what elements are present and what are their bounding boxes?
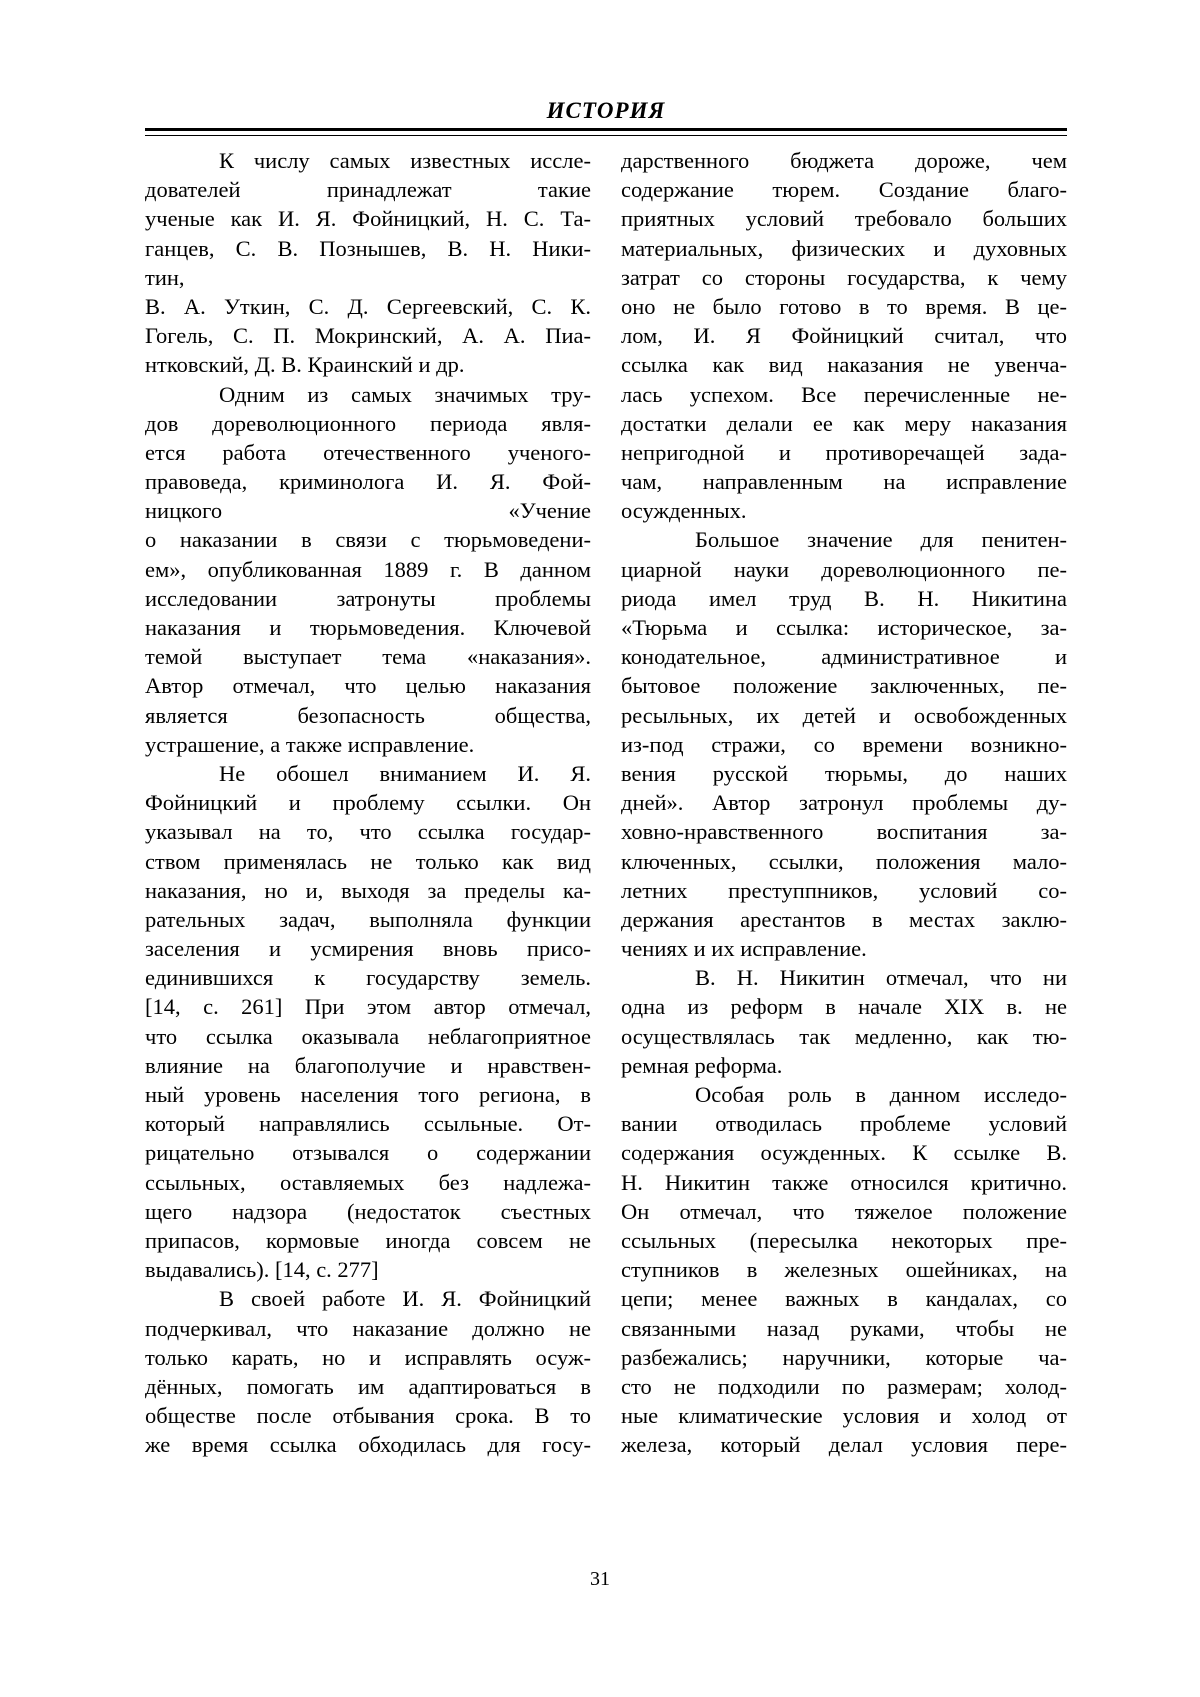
- text-line: железа, который делал условия пере-: [621, 1432, 1067, 1458]
- text-line: В. А. Уткин, С. Д. Сергеевский, С. К.: [145, 293, 591, 319]
- text-line: риода имел труд В. Н. Никитина: [621, 585, 1067, 611]
- text-line: щего надзора (недостаток съестных: [145, 1198, 591, 1224]
- text-line: указывал на то, что ссылка государ-: [145, 819, 591, 845]
- text-line: обществе после отбывания срока. В то: [145, 1403, 591, 1429]
- text-line: материальных, физических и духовных: [621, 235, 1067, 261]
- text-line: ступников в железных ошейниках, на: [621, 1257, 1067, 1283]
- text-line: ученые как И. Я. Фойницкий, Н. С. Та-: [145, 206, 591, 232]
- text-line: Гогель, С. П. Мокринский, А. А. Пиа-: [145, 323, 591, 349]
- text-line: ется работа отечественного ученого-: [145, 439, 591, 465]
- text-line: одна из реформ в начале XIX в. не: [621, 994, 1067, 1020]
- text-line: цепи; менее важных в кандалах, со: [621, 1286, 1067, 1312]
- text-line: летних преступпников, условий со-: [621, 877, 1067, 903]
- text-line: держания арестантов в местах заклю-: [621, 906, 1067, 932]
- text-line: ный уровень населения того региона, в: [145, 1082, 591, 1107]
- header-rule-thick: [145, 128, 1067, 131]
- text-line: из-под стражи, со времени возникно-: [621, 731, 1067, 757]
- text-line: дней». Автор затронул проблемы ду-: [621, 790, 1067, 816]
- text-line: Большое значение для пенитен-: [695, 527, 1067, 553]
- text-line: ховно-нравственного воспитания за-: [621, 819, 1067, 845]
- text-line: который направлялись ссыльные. От-: [145, 1111, 591, 1137]
- text-line: нтковский, Д. В. Краинский и др.: [145, 352, 465, 378]
- text-line: содержания осужденных. К ссылке В.: [621, 1140, 1067, 1166]
- text-line: бытовое положение заключенных, пе-: [621, 673, 1067, 699]
- page-number: 31: [590, 1568, 610, 1590]
- text-line: ссыльных, оставляемых без надлежа-: [145, 1169, 591, 1195]
- right-text-column: [621, 146, 1067, 1459]
- text-line: припасов, кормовые иногда совсем не: [145, 1227, 591, 1253]
- running-header: ИСТОРИЯ: [546, 98, 666, 123]
- text-line: В. Н. Никитин отмечал, что ни: [695, 965, 1067, 991]
- text-line: Н. Никитин также относился критично.: [621, 1169, 1067, 1195]
- text-line: ством применялась не только как вид: [145, 848, 591, 874]
- text-line: циарной науки дореволюционного пе-: [621, 556, 1067, 582]
- text-line: Особая роль в данном исследо-: [695, 1082, 1067, 1107]
- text-line: чам, направленным на исправление: [621, 469, 1067, 495]
- text-line: же время ссылка обходилась для госу-: [145, 1432, 591, 1458]
- text-line: осуществлялась так медленно, как тю-: [621, 1023, 1067, 1049]
- text-line: рательных задач, выполняла функции: [145, 906, 591, 932]
- text-line: ремная реформа.: [621, 1052, 783, 1078]
- text-line: вании отводилась проблеме условий: [621, 1111, 1067, 1137]
- text-line: чениях и их исправление.: [621, 936, 867, 962]
- text-line: приятных условий требовало больших: [621, 206, 1067, 232]
- text-line: дователей принадлежат такие: [145, 177, 591, 203]
- text-line: дарственного бюджета дороже, чем: [621, 148, 1067, 173]
- text-line: наказания и тюрьмоведения. Ключевой: [145, 615, 591, 640]
- text-line: лась успехом. Все перечисленные не-: [621, 381, 1067, 407]
- text-line: ницкого «Учение: [145, 498, 591, 524]
- text-line: В своей работе И. Я. Фойницкий: [219, 1286, 591, 1312]
- text-line: дов дореволюционного периода явля-: [145, 410, 591, 436]
- text-line: сто не подходили по размерам; холод-: [621, 1373, 1067, 1399]
- left-text-column: [145, 146, 591, 1459]
- text-line: тин,: [145, 264, 185, 290]
- header-rule-thin: [145, 135, 1067, 136]
- text-line: ссылка как вид наказания не увенча-: [621, 352, 1067, 378]
- text-line: исследовании затронуты проблемы: [145, 585, 591, 611]
- text-line: К числу самых известных иссле-: [219, 148, 591, 173]
- text-line: непригодной и противоречащей зада-: [621, 439, 1067, 465]
- text-line: дённых, помогать им адаптироваться в: [145, 1373, 591, 1399]
- text-line: заселения и усмирения вновь присо-: [145, 936, 591, 962]
- text-line: правоведа, криминолога И. Я. Фой-: [145, 469, 591, 495]
- text-line: содержание тюрем. Создание благо-: [621, 177, 1067, 203]
- text-line: конодательное, административное и: [621, 644, 1067, 670]
- text-line: устрашение, а также исправление.: [145, 731, 475, 757]
- text-line: единившихся к государству земель.: [145, 965, 591, 991]
- text-line: ссыльных (пересылка некоторых пре-: [621, 1227, 1067, 1253]
- text-line: ключенных, ссылки, положения мало-: [621, 848, 1067, 874]
- text-line: оно не было готово в то время. В це-: [621, 293, 1067, 319]
- text-line: затрат со стороны государства, к чему: [621, 264, 1067, 290]
- text-line: Фойницкий и проблему ссылки. Он: [145, 790, 591, 816]
- text-line: связанными назад руками, чтобы не: [621, 1315, 1067, 1341]
- text-line: «Тюрьма и ссылка: историческое, за-: [621, 615, 1067, 640]
- text-line: является безопасность общества,: [145, 702, 591, 728]
- text-line: темой выступает тема «наказания».: [145, 644, 591, 670]
- text-line: лом, И. Я Фойницкий считал, что: [621, 323, 1067, 349]
- text-line: ресыльных, их детей и освобожденных: [621, 702, 1067, 728]
- text-line: разбежались; наручники, которые ча-: [621, 1344, 1067, 1370]
- text-line: подчеркивал, что наказание должно не: [145, 1315, 591, 1341]
- text-line: осужденных.: [621, 498, 747, 524]
- text-line: ганцев, С. В. Познышев, В. Н. Ники-: [145, 235, 591, 261]
- text-line: что ссылка оказывала неблагоприятное: [145, 1023, 591, 1049]
- text-line: рицательно отзывался о содержании: [145, 1140, 591, 1166]
- text-line: только карать, но и исправлять осуж-: [145, 1344, 591, 1370]
- text-line: ные климатические условия и холод от: [621, 1403, 1067, 1429]
- text-line: достатки делали ее как меру наказания: [621, 410, 1067, 436]
- text-line: [14, с. 261] При этом автор отмечал,: [145, 994, 591, 1020]
- text-line: выдавались). [14, с. 277]: [145, 1257, 379, 1283]
- text-line: вения русской тюрьмы, до наших: [621, 760, 1067, 786]
- text-line: Автор отмечал, что целью наказания: [145, 673, 591, 699]
- text-line: влияние на благополучие и нравствен-: [145, 1052, 591, 1078]
- text-line: ем», опубликованная 1889 г. В данном: [145, 556, 591, 582]
- text-line: о наказании в связи с тюрьмоведени-: [145, 527, 591, 553]
- text-line: наказания, но и, выходя за пределы ка-: [145, 877, 591, 903]
- text-line: Одним из самых значимых тру-: [219, 381, 591, 407]
- text-line: Не обошел вниманием И. Я.: [219, 760, 591, 786]
- text-line: Он отмечал, что тяжелое положение: [621, 1198, 1067, 1224]
